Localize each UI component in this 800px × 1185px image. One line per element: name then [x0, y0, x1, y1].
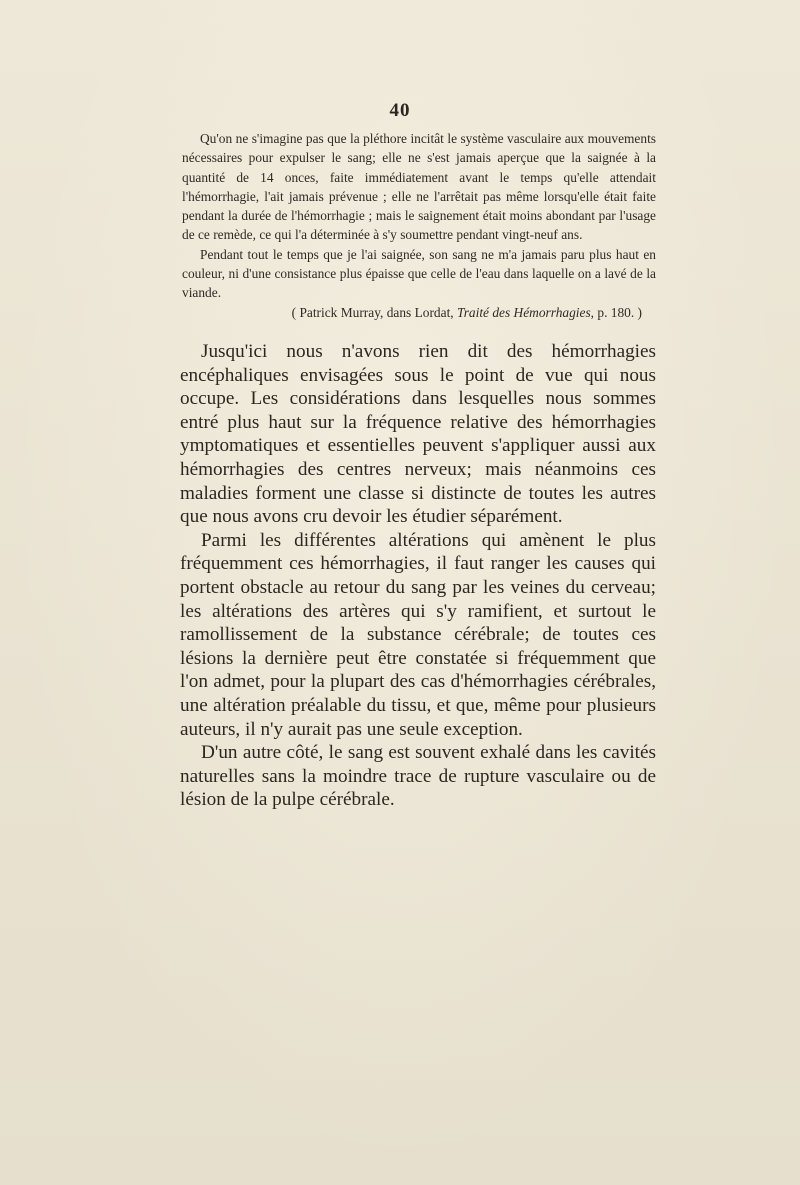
main-text [180, 340, 656, 812]
body-paragraph: Jusqu'ici nous n'avons rien dit des hémorrhagies encéphaliques envisagées sous le point de vue qui nous occupe. Les considérations dans lesquelles nous sommes entré plus haut sur la fréquence relative des hémorrhagies ymptomatiques et essentielles peuvent s'appliquer aussi aux hémorrhagies des centres nerveux; mais néanmoins ces maladies forment une classe si distincte de toutes les autres que nous avons cru devoir les étudier séparément. [180, 341, 656, 528]
quote-paragraph: Qu'on ne s'imagine pas que la pléthore incitât le système vasculaire aux mouvements nécessaires pour expulser le sang; elle ne s'est jamais aperçue que la saignée à la quantité de 14 onces, faite immédiatement avant le temps qu'elle attendait l'hémorrhagie, l'ait jamais prévenue ; elle ne l'arrêtait pas même lorsqu'elle était faite pendant la durée de l'hémorrhagie ; mais le saignement était moins abondant par l'usage de ce remède, ce qui l'a déterminée à s'y soumettre pendant vingt-neuf ans. [182, 131, 656, 243]
page-number: 40 [389, 100, 411, 121]
quoted-passage [182, 129, 656, 322]
body-paragraph: D'un autre côté, le sang est souvent exhalé dans les cavités naturelles sans la moindre trace de rupture vasculaire ou de lésion de la pulpe cérébrale. [180, 742, 656, 811]
body-paragraph: Parmi les différentes altérations qui amènent le plus fréquemment ces hémorrhagies, il faut ranger les causes qui portent obstacle au retour du sang par les veines du cerveau; les altérations des artères qui s'y ramifient, et surtout le ramollissement de la substance cérébrale; de toutes ces lésions la dernière peut être constatée si fréquemment que l'on admet, pour la plupart des cas d'hémorrhagies cérébrales, une altération préalable du tissu, et que, même pour plusieurs auteurs, il n'y aurait pas une seule exception. [180, 529, 656, 740]
citation-prefix: ( Patrick Murray, dans Lordat, [291, 304, 457, 320]
quote-paragraph: Pendant tout le temps que je l'ai saignée, son sang ne m'a jamais paru plus haut en couleur, ni d'une consistance plus épaisse que celle de l'eau dans laquelle on a lavé de la viande. [182, 246, 656, 301]
citation [182, 303, 656, 322]
citation-suffix: , p. 180. ) [590, 304, 642, 320]
citation-title: Traité des Hémorrhagies [457, 304, 591, 320]
